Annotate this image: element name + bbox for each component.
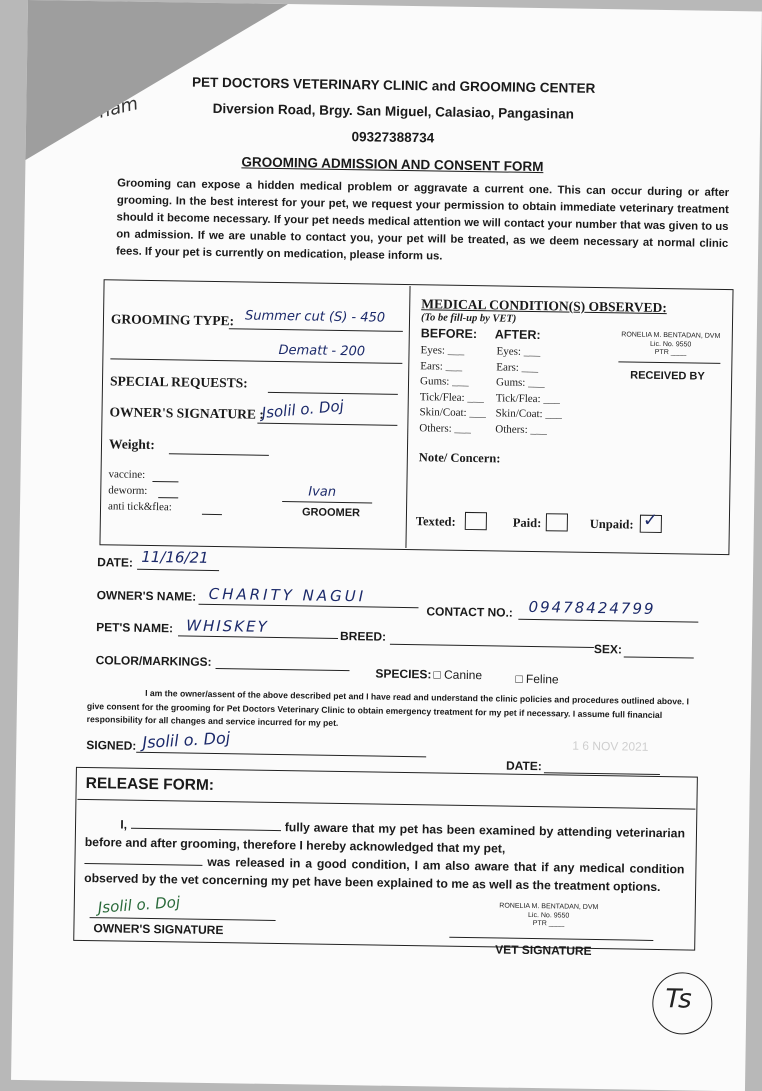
feline-label: Feline <box>525 671 559 687</box>
owner-name-value: CHARITY NAGUI <box>208 584 367 606</box>
medical-subtitle: (To be fill-up by VET) <box>420 312 517 325</box>
unpaid-checkbox[interactable] <box>640 509 662 533</box>
color-markings-line <box>216 668 350 671</box>
vet-stamp-bottom <box>493 902 603 929</box>
release-owner-signature-value: Jsolil o. Doj <box>97 892 181 917</box>
owner-signature-label: OWNER'S SIGNATURE : <box>109 404 264 422</box>
medical-title: MEDICAL CONDITION(S) OBSERVED: <box>421 296 667 316</box>
weight-label: Weight: <box>108 436 155 453</box>
release-owner-signature-label: OWNER'S SIGNATURE <box>93 921 224 938</box>
vet-signature-label: VET SIGNATURE <box>495 942 592 958</box>
signed-line <box>136 752 426 758</box>
after-item: Ears: ___ <box>496 360 539 374</box>
form-paper <box>11 0 762 1091</box>
deworm-label: deworm: <box>108 484 148 497</box>
after-label: AFTER: <box>494 327 541 343</box>
before-item: Ears: ___ <box>420 359 463 373</box>
consent-date-label: DATE: <box>505 758 542 774</box>
received-by-label: RECEIVED BY <box>630 369 705 383</box>
special-requests-label: SPECIAL REQUESTS: <box>109 373 248 391</box>
release-title: RELEASE FORM: <box>85 775 215 795</box>
release-name-blank <box>131 816 281 831</box>
note-concern-label: Note/ Concern: <box>418 450 501 466</box>
unpaid-label: Unpaid: <box>589 516 634 532</box>
contact-label: CONTACT NO.: <box>426 604 513 620</box>
breed-label: BREED: <box>339 628 387 644</box>
grooming-type-value-2: Dematt - 200 <box>278 342 366 360</box>
texted-label: Texted: <box>415 514 456 529</box>
pet-name-label: PET'S NAME: <box>96 620 174 636</box>
clinic-name: PET DOCTORS VETERINARY CLINIC and GROOMING CENTER <box>191 74 596 96</box>
before-label: BEFORE: <box>420 326 478 342</box>
owner-signature-value: Jsolil o. Doj <box>260 396 345 422</box>
checkbox-icon: □ <box>515 671 523 686</box>
clinic-phone: 09327388734 <box>351 129 435 146</box>
bleed-through-stamp: 1 6 NOV 2021 <box>572 738 649 754</box>
grooming-type-label: GROOMING TYPE: <box>110 311 235 329</box>
vet-stamp-top <box>620 331 720 358</box>
color-markings-label: COLOR/MARKINGS: <box>95 653 212 669</box>
stamp-lic: Lic. No. 9550 <box>649 340 692 348</box>
check-mark-icon: ✓ <box>642 509 659 530</box>
release-pet-blank <box>84 851 202 866</box>
after-item: Gums: ___ <box>495 376 545 390</box>
species-label: SPECIES: <box>375 666 432 682</box>
canine-option[interactable] <box>433 667 482 682</box>
sex-label: SEX: <box>593 641 622 657</box>
form-title: GROOMING ADMISSION AND CONSENT FORM <box>241 154 544 175</box>
before-items-list <box>419 343 487 438</box>
contact-line <box>518 619 698 623</box>
checkbox-icon: □ <box>433 667 441 682</box>
stamp-name: RONELIA M. BENTADAN, DVM <box>499 902 599 912</box>
stamp-ptr: PTR ____ <box>532 920 565 928</box>
release-line-2: was released in a good condition, I am also aware that if any medical condition observed by the vet concerning my pet have been explained to me as well as the treatment options. <box>84 851 684 896</box>
stamp-lic: Lic. No. 9550 <box>528 911 570 920</box>
paid-checkbox[interactable] <box>546 513 568 531</box>
texted-checkbox[interactable] <box>465 512 487 530</box>
date-line <box>137 569 219 571</box>
consent-paragraph: I am the owner/assent of the above described pet and I have read and understand the clinic policies and procedures outlined above. I give consent for the grooming for Pet Doctors Veterinary Clinic to obtain emergency treatment for my pet if necessary. I assume full financial responsibility for all changes and service incurred for my pet. <box>86 687 690 728</box>
after-item: Others: ___ <box>495 423 548 437</box>
canine-label: Canine <box>443 667 483 683</box>
paid-label: Paid: <box>512 515 542 531</box>
after-item: Tick/Flea: ___ <box>495 392 560 406</box>
before-item: Gums: ___ <box>419 375 469 389</box>
groomer-value: Ivan <box>308 484 337 500</box>
intro-paragraph: Grooming can expose a hidden medical problem or aggravate a current one. This can occur during or after grooming. In the best interest for your pet, we request your permission to obtain immediate veterinary treatment should it become necessary. If your pet needs medical attention we will contact your number that was given to us on admission. If we are unable to contact you, your pet will be treated, as we deem necessary at normal clinic fees. If your pet is currently on medication, please inform us. <box>115 177 730 263</box>
stamp-ptr: PTR ____ <box>654 348 687 357</box>
date-label: DATE: <box>97 555 134 570</box>
signed-label: SIGNED: <box>86 738 137 753</box>
sex-line <box>624 656 694 658</box>
release-paragraph <box>84 815 685 896</box>
before-item: Tick/Flea: ___ <box>419 390 484 404</box>
groomer-label: GROOMER <box>301 506 361 520</box>
before-item: Skin/Coat: ___ <box>419 406 486 420</box>
release-line-1: I, fully aware that my pet has been examined by attending veterinarian before and after grooming, therefore I hereby acknowledged that my pet, <box>84 817 686 856</box>
contact-value: 09478424799 <box>528 597 656 618</box>
before-item: Others: ___ <box>419 422 472 435</box>
after-items-list <box>495 344 563 439</box>
pet-name-line <box>178 635 338 639</box>
clinic-address: Diversion Road, Brgy. San Miguel, Calasiao, Pangasinan <box>212 100 575 122</box>
before-item: Eyes: ___ <box>420 344 465 357</box>
signed-value: Jsolil o. Doj <box>141 728 231 752</box>
stamp-name: RONELIA M. BENTADAN, DVM <box>621 331 721 340</box>
vaccine-label: vaccine: <box>108 468 146 481</box>
breed-line <box>390 644 594 648</box>
pet-name-value: WHISKEY <box>186 616 269 636</box>
grooming-type-value-1: Summer cut (S) - 450 <box>244 308 386 326</box>
feline-option[interactable] <box>515 672 558 687</box>
margin-scribble: nam <box>96 93 141 123</box>
date-value: 11/16/21 <box>141 547 209 567</box>
owner-name-label: OWNER'S NAME: <box>96 588 197 604</box>
after-item: Skin/Coat: ___ <box>495 407 562 421</box>
initials-text: Ts <box>665 984 692 1015</box>
folded-corner <box>25 0 287 164</box>
after-item: Eyes: ___ <box>496 345 541 359</box>
anti-tick-label: anti tick&flea: <box>107 500 172 514</box>
